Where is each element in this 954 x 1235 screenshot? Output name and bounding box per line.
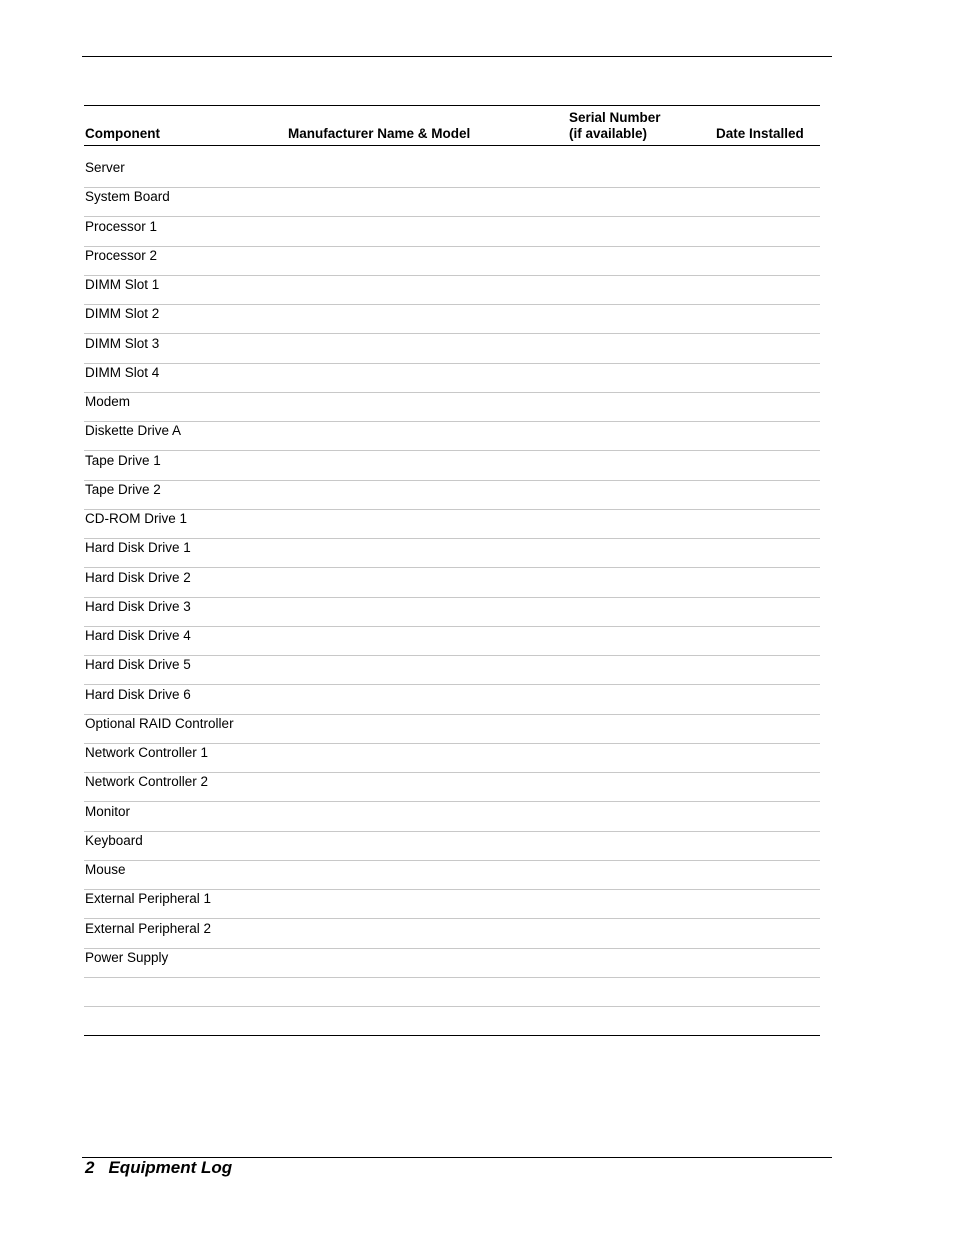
- table-row: [84, 422, 820, 451]
- table-row: [84, 364, 820, 393]
- component-label: DIMM Slot 3: [85, 335, 160, 351]
- component-label: DIMM Slot 2: [85, 306, 160, 322]
- top-rule: [82, 56, 832, 57]
- header-manufacturer: Manufacturer Name & Model: [288, 126, 471, 141]
- table-row: [84, 146, 820, 188]
- table-row: [84, 568, 820, 597]
- header-date-installed: Date Installed: [716, 126, 804, 141]
- component-label: Hard Disk Drive 3: [85, 598, 191, 614]
- table-row: [84, 861, 820, 890]
- table-row: [84, 393, 820, 422]
- footer-title: Equipment Log: [108, 1158, 233, 1177]
- table-row: [84, 481, 820, 510]
- component-label: Hard Disk Drive 6: [85, 686, 191, 702]
- component-label: Optional RAID Controller: [85, 715, 234, 731]
- page-footer: [85, 1158, 232, 1178]
- component-label: Network Controller 2: [85, 774, 209, 790]
- component-label: Processor 2: [85, 247, 158, 263]
- component-label: Diskette Drive A: [85, 423, 182, 439]
- component-label: Network Controller 1: [85, 745, 209, 760]
- table-row: [84, 598, 820, 627]
- header-serial-number: [569, 110, 661, 142]
- component-label: Power Supply: [85, 949, 169, 965]
- component-label: System Board: [85, 189, 170, 205]
- component-label: Hard Disk Drive 1: [85, 540, 191, 556]
- table-row: [84, 773, 820, 802]
- table-row: [84, 334, 820, 363]
- table-row: [84, 715, 820, 744]
- component-label: CD-ROM Drive 1: [85, 511, 188, 526]
- component-label: Hard Disk Drive 2: [85, 569, 191, 585]
- table-row: [84, 539, 820, 568]
- header-serial-line1: Serial Number: [569, 110, 661, 125]
- header-serial-line2: (if available): [569, 126, 648, 141]
- component-label: DIMM Slot 1: [85, 277, 160, 292]
- table-row: [84, 685, 820, 714]
- component-label: External Peripheral 1: [85, 891, 212, 907]
- component-label: Mouse: [85, 862, 126, 877]
- header-component: Component: [85, 126, 160, 141]
- table-row: [84, 802, 820, 831]
- component-label: Keyboard: [85, 832, 143, 848]
- table-row: [84, 656, 820, 685]
- table-row: [84, 451, 820, 480]
- component-label: External Peripheral 2: [85, 920, 212, 936]
- table-row: [84, 276, 820, 305]
- component-label: Monitor: [85, 803, 131, 819]
- component-label: Hard Disk Drive 5: [85, 657, 191, 673]
- table-row: [84, 890, 820, 919]
- table-body: [84, 146, 820, 1036]
- table-row: [84, 832, 820, 861]
- table-header: [84, 105, 820, 146]
- table-row: [84, 627, 820, 656]
- table-row: [84, 744, 820, 773]
- component-label: Tape Drive 2: [85, 481, 161, 497]
- page-number: 2: [85, 1158, 95, 1177]
- component-label: Hard Disk Drive 4: [85, 628, 191, 643]
- table-row: [84, 1007, 820, 1036]
- table-row: [84, 247, 820, 276]
- component-label: DIMM Slot 4: [85, 364, 160, 380]
- table-row: [84, 188, 820, 217]
- table-row: [84, 919, 820, 948]
- table-row: [84, 305, 820, 334]
- component-label: Tape Drive 1: [85, 452, 161, 468]
- table-row: [84, 510, 820, 539]
- component-label: Modem: [85, 394, 131, 409]
- table-row: [84, 949, 820, 978]
- component-label: Server: [85, 160, 125, 175]
- equipment-table: [84, 105, 820, 1036]
- table-row: [84, 217, 820, 246]
- component-label: Processor 1: [85, 218, 158, 234]
- table-row: [84, 978, 820, 1007]
